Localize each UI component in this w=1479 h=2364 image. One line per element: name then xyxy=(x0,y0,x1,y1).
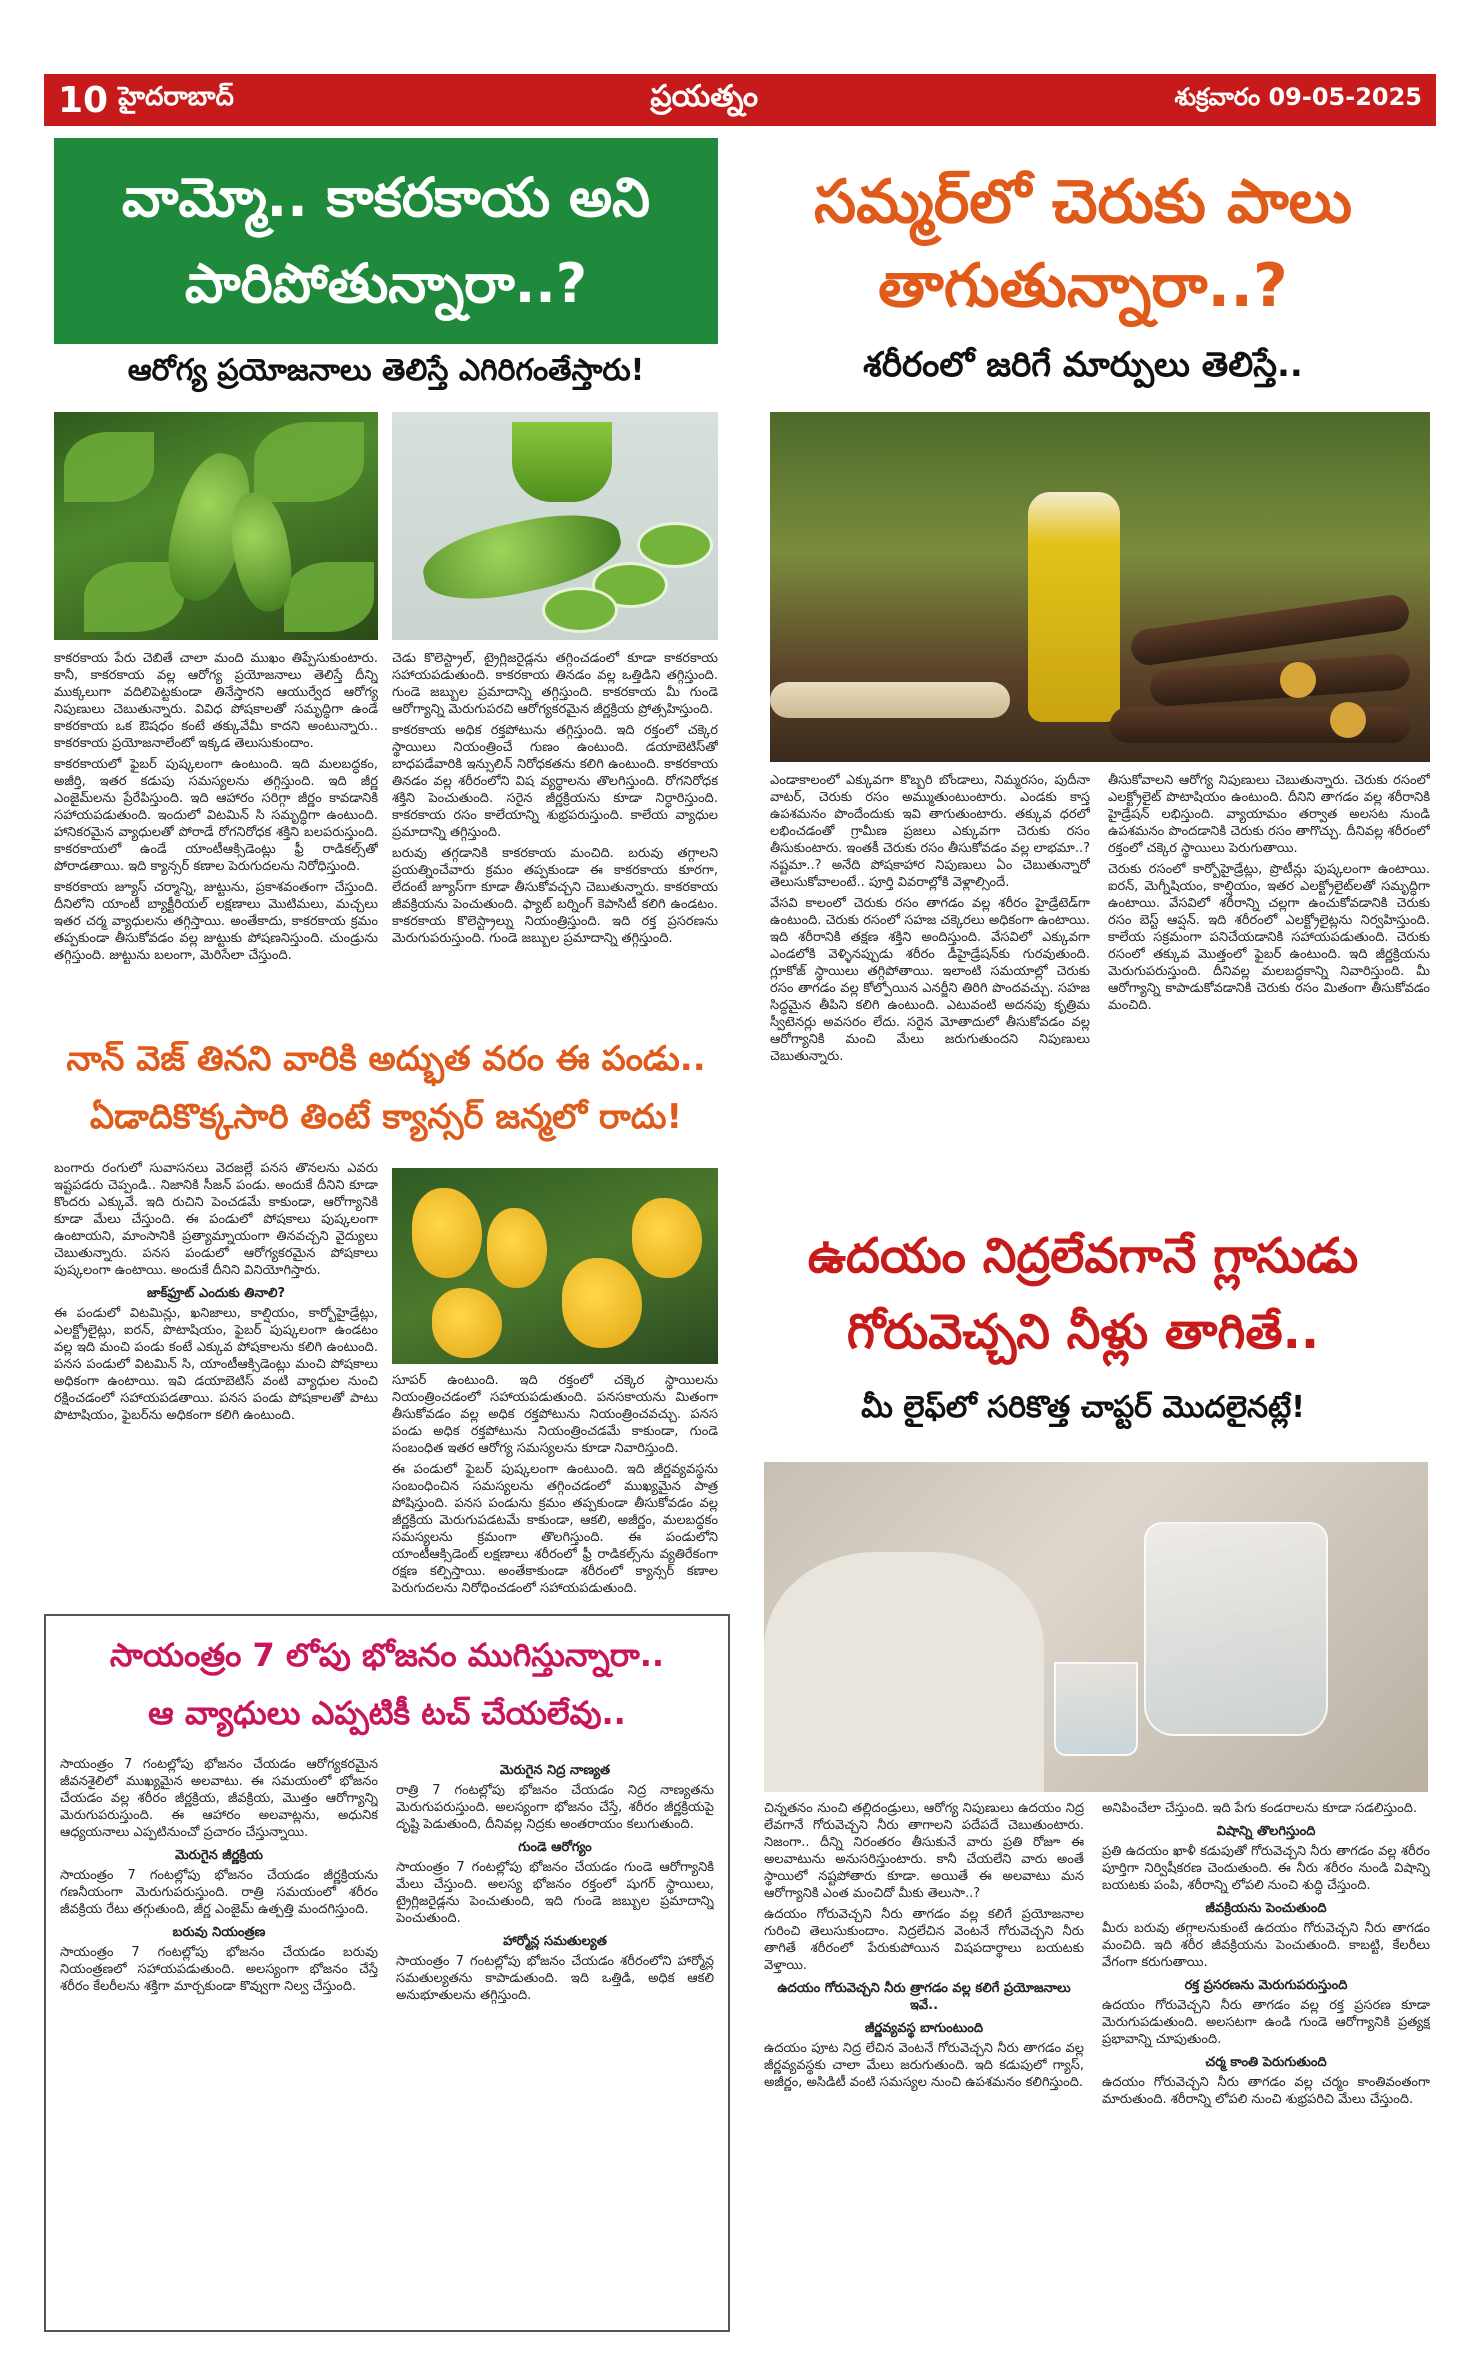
paragraph: చెడు కొలెస్ట్రాల్, ట్రైగ్లిజరైడ్లను తగ్గించడంలో కూడా కాకరకాయ సహాయపడుతుంది. కాకరకాయ తినడం వల్ల ఒత్తిడిని తగ్గిస్తుంది. గుండె జబ్బుల ప్రమాదాన్ని తగ్గిస్తుంది. కాకరకాయ మీ గుండె ఆరోగ్యాన్ని మెరుగుపరచి ఆరోగ్యకరమైన జీర్ణక్రియ ప్రోత్సహిస్తుంది. xyxy=(392,651,718,717)
paragraph: బరువు తగ్గడానికి కాకరకాయ మంచిది. బరువు తగ్గాలని ప్రయత్నించేవారు క్రమం తప్పకుండా ఈ కాకరకాయ కూరగా, లేదంటే జ్యూస్‌గా కూడా తీసుకోవచ్చని చెబుతున్నారు. కాకరకాయ జీవక్రియను పెంచుతుంది. ఫ్యాట్ బర్నింగ్ కెపాసిటీ కలిగి ఉండటం. కాకరకాయ కొలెస్ట్రాల్ను నియంత్రిస్తుంది. ఇది రక్త ప్రసరణను మెరుగుపరుస్తుంది. గుండె జబ్బుల ప్రమాదాన్ని తగ్గిస్తుంది. xyxy=(392,846,718,946)
paragraph: సాయంత్రం 7 గంటల్లోపు భోజనం చేయడం శరీరంలోని హార్మోన్ల సమతుల్యతను కాపాడుతుంది. ఇది ఒత్తిడి, అధిక ఆకలి అనుభూతులను తగ్గిస్తుంది. xyxy=(396,1954,714,2003)
paragraph: సూపర్ ఉంటుంది. ఇది రక్తంలో చక్కెర స్థాయిలను నియంత్రించడంలో సహాయపడుతుంది. పనసకాయను మితంగా తీసుకోవడం వల్ల అధిక రక్తపోటును నియంత్రించవచ్చు. పనస పండు అధిక రక్తపోటును నియంత్రించడమే కాకుండా, గుండె సంబంధిత ఇతర ఆరోగ్య సమస్యలను కూడా నివారిస్తుంది. xyxy=(392,1373,718,1456)
masthead-left xyxy=(58,80,234,121)
paragraph: ఉదయం పూట నిద్ర లేచిన వెంటనే గోరువెచ్చని నీరు తాగడం వల్ల జీర్ణవ్యవస్థకు చాలా మేలు జరుగుతుంది. ఇది కడుపులో గ్యాస్, అజీర్ణం, అసిడిటీ వంటి సమస్యల నుంచి ఉపశమనం కలిగిస్తుంది. xyxy=(764,2041,1084,2090)
paragraph: ఉదయం గోరువెచ్చని నీరు తాగడం వల్ల చర్మం కాంతివంతంగా మారుతుంది. శరీరాన్ని లోపలి నుంచి శుభ్రపరిచి మేలు చేస్తుంది. xyxy=(1102,2075,1430,2107)
paragraph: కాకరకాయ జ్యూస్ చర్మాన్ని, జుట్టును, ప్రకాశవంతంగా చేస్తుంది. దీనిలోని యాంటీ బ్యాక్టీరియల్ లక్షణాలు మొటిమలు, మచ్చలు ఇతర చర్మ వ్యాధులను తగ్గిస్తాయి. అంతేకాదు, కాకరకాయ క్రమం తప్పకుండా తీసుకోవడం వల్ల జుట్టుకు పోషణనిస్తుంది. చుండ్రును తగ్గిస్తుంది. జుట్టును బలంగా, మెరిసేలా చేస్తుంది. xyxy=(54,880,378,963)
jackfruit-headline xyxy=(54,1030,718,1150)
sugarcane-column-1 xyxy=(770,772,1090,1192)
jackfruit-headline-line2: ఏడాదికొక్కసారి తింటే క్యాన్సర్ జన్మలో రాదు! xyxy=(89,1097,683,1137)
paragraph: ఎండాకాలంలో ఎక్కువగా కొబ్బరి బోండాలు, నిమ్మరసం, పుదీనా వాటర్, చెరుకు రసం అమ్ముతుంటుంటారు. ఎండకు కాస్త ఉపశమనం పొందేందుకు ఇవి తాగుతుంటారు. తక్కువ ధరలో లభించడంతో గ్రామీణ ప్రజలు ఎక్కువగా చెరుకు రసం తీసుకుంటారు. ఇంతకీ చెరుకు రసం తీసుకోవడం వల్ల లాభమా..? నష్టమా..? అనేది పోషకాహార నిపుణులు ఏం చెబుతున్నారో తెలుసుకోవాలంటే.. పూర్తి వివరాల్లోకి వెళ్లాల్సిందే. xyxy=(770,773,1090,890)
paragraph: అనిపించేలా చేస్తుంది. ఇది పేగు కండరాలను కూడా సడలిస్తుంది. xyxy=(1102,1801,1418,1816)
bitter-gourd-column-2 xyxy=(392,650,718,1025)
warm-water-subheading: జీవక్రియను పెంచుతుంది xyxy=(1205,1901,1327,1916)
warm-water-headline-line1: ఉదయం నిద్రలేవగానే గ్లాసుడు xyxy=(807,1228,1359,1284)
issue-date: శుక్రవారం 09-05-2025 xyxy=(1174,83,1422,111)
dinner-subheading: బరువు నియంత్రణ xyxy=(172,1925,266,1940)
warm-water-column-1 xyxy=(764,1800,1084,2340)
dinner-headline-line2: ఆ వ్యాధులు ఎప్పటికీ టచ్ చేయలేవు.. xyxy=(148,1694,626,1732)
paragraph: ఉదయం గోరువెచ్చని నీరు తాగడం వల్ల కలిగే ప్రయోజనాల గురించి తెలుసుకుందాం. నిద్రలేచిన వెంటనే గోరువెచ్చని నీరు తాగితే శరీరంలో పేరుకుపోయిన విషపదార్థాలు బయటకు వెళ్తాయి. xyxy=(764,1907,1084,1973)
dinner-headline-line1: సాయంత్రం 7 లోపు భోజనం ముగిస్తున్నారా.. xyxy=(109,1636,665,1674)
jackfruit-headline-line1: నాన్ వెజ్ తినని వారికి అద్భుత వరం ఈ పండు.. xyxy=(66,1039,706,1079)
warm-water-headline xyxy=(738,1218,1428,1418)
city-name: హైదరాబాద్ xyxy=(118,82,234,112)
bitter-gourd-headline-line1: వామ్మో.. కాకరకాయ అని xyxy=(121,166,651,229)
dinner-subheading: మెరుగైన జీర్ణక్రియ xyxy=(175,1848,263,1863)
paragraph: ఈ పండులో విటమిన్లు, ఖనిజాలు, కాల్షియం, కార్బోహైడ్రేట్లు, ఎలక్ట్రోలైట్లు, ఐరన్, పొటాషియం, ఫైబర్ పుష్కలంగా ఉండటం వల్ల ఇది మంచి పండు కంటే ఎక్కువ పోషకాలను కలిగి ఉంటుంది. పనస పండులో విటమిన్ సి, యాంటీఆక్సిడెంట్లు మంచి పోషకాలు అధికంగా ఉంటాయి. ఇవి డయాబెటిస్ వంటి వ్యాధుల నుంచి రక్షించడంలో సహాయపడతాయి. పనస పండు పోషకాలతో పాటు పొటాషియం, ఫైబర్‌ను అధికంగా కలిగి ఉంటుంది. xyxy=(54,1306,378,1423)
bitter-gourd-headline-line2: పారిపోతున్నారా..? xyxy=(184,252,588,315)
warm-water-headline-line2: గోరువెచ్చని నీళ్లు తాగితే.. xyxy=(846,1304,1320,1360)
warm-water-subheading: ఉదయం గోరువెచ్చని నీరు త్రాగడం వల్ల కలిగే ప్రయోజనాలు ఇవే.. xyxy=(777,1981,1071,2013)
paragraph: వేసవి కాలంలో చెరుకు రసం తాగడం వల్ల శరీరం హైడ్రేటెడ్‌గా ఉంటుంది. చెరుకు రసంలో సహజ చక్కెరలు అధికంగా ఉంటాయి. ఇది శరీరానికి తక్షణ శక్తిని అందిస్తుంది. వేసవిలో ఎక్కువగా ఎండలోకి వెళ్ళినప్పుడు శరీరం డీహైడ్రేషన్‌కు గురవుతుంది. గ్లూకోజ్ స్థాయిలు తగ్గిపోతాయి. ఇలాంటి సమయాల్లో చెరుకు రసం తాగడం వల్ల కోల్పోయిన ఎనర్జీని తిరిగి పొందవచ్చు. సహజ సిద్ధమైన తీపిని కలిగి ఉంటుంది. ఎటువంటి అదనపు కృత్రిమ స్వీటెనర్లు అవసరం లేదు. సరైన మోతాదులో తీసుకోవడం వల్ల ఆరోగ్యానికి మంచి మేలు జరుగుతుందని నిపుణులు చెబుతున్నారు. xyxy=(770,896,1090,1064)
jackfruit-subheading: జాక్‌ఫ్రూట్ ఎందుకు తినాలి? xyxy=(146,1286,286,1301)
paragraph: కాకరకాయ పేరు చెబితే చాలా మంది ముఖం తిప్పేసుకుంటారు. కానీ, కాకరకాయ వల్ల ఆరోగ్య ప్రయోజనాలు తెలిస్తే దీన్ని ముక్కలుగా వదిలిపెట్టకుండా తినేస్తారని ఆయుర్వేద ఆరోగ్య నిపుణులు చెబుతున్నారు. వివిధ పోషకాలతో సమృద్ధిగా ఉండే కాకరకాయ ఒక ఔషధం కంటే తక్కువేమీ కాదని అంటున్నారు.. కాకరకాయ ప్రయోజనాలేంటో ఇక్కడ తెలుసుకుందాం. xyxy=(54,651,378,751)
jackfruit-photo xyxy=(392,1168,718,1364)
warm-water-subheading: రక్త ప్రసరణను మెరుగుపరుస్తుంది xyxy=(1184,1978,1348,1993)
paragraph: కాకరకాయ అధిక రక్తపోటును తగ్గిస్తుంది. ఇది రక్తంలో చక్కెర స్థాయిలు నియంత్రించే గుణం ఉంటుంది. డయాబెటిస్‌తో బాధపడేవారికి ఇన్సులిన్ నిరోధకతను కలిగి ఉంటుంది. కాకరకాయ తినడం వల్ల శరీరంలోని విష వ్యర్థాలను తొలగిస్తుంది. రోగనిరోధక శక్తిని పెంచుతుంది. సరైన జీర్ణక్రియను కూడా నిర్ధారిస్తుంది. కాకరకాయ రసం కాలేయాన్ని శుభ్రపరుస్తుంది. కాలేయ వ్యాధుల ప్రమాదాన్ని తగ్గిస్తుంది. xyxy=(392,723,718,840)
paragraph: బంగారు రంగులో సువాసనలు వెదజల్లే పనస తొనలను ఎవరు ఇష్టపడరు చెప్పండి.. నిజానికి సీజన్ పండు. అందుకే దీనిని కూడా కొందరు ఎక్కువే. ఇది రుచిని పెంచడమే కాకుండా, ఆరోగ్యానికి కూడా మేలు చేస్తుంది. ఈ పండులో పోషకాలు పుష్కలంగా ఉంటాయని, మాంసానికి ప్రత్యామ్నాయంగా తినవచ్చని వైద్యులు చెబుతున్నారు. పనస పండులో ఆరోగ్యకరమైన పోషకాలు పుష్కలంగా ఉంటాయి. అందుకే దీనిని వినియోగిస్తారు. xyxy=(54,1161,378,1278)
sugarcane-headline-line2: తాగుతున్నారా..? xyxy=(878,251,1288,321)
paragraph: ఉదయం గోరువెచ్చని నీరు తాగడం వల్ల రక్త ప్రసరణ కూడా మెరుగుపడుతుంది. అలసటగా ఉండి గుండె ఆరోగ్యానికి ప్రత్యక్ష ప్రభావాన్ని చూపుతుంది. xyxy=(1102,1998,1430,2047)
warm-water-subhead: మీ లైఫ్‌లో సరికొత్త చాప్టర్ మొదలైనట్లే! xyxy=(861,1390,1305,1425)
paragraph: సాయంత్రం 7 గంటల్లోపు భోజనం చేయడం బరువు నియంత్రణలో సహాయపడుతుంది. అలస్యంగా భోజనం చేస్తే శరీరం కేలరీలను శక్తిగా మార్చకుండా కొవ్వుగా నిల్వ చేస్తుంది. xyxy=(60,1945,378,1994)
dinner-subheading: గుండె ఆరోగ్యం xyxy=(518,1840,592,1855)
dinner-subheading: హార్మోన్ల సమతుల్యత xyxy=(503,1934,607,1949)
bitter-gourd-vine-photo xyxy=(54,412,378,640)
sugarcane-headline xyxy=(738,160,1428,330)
warm-water-subheading: చర్మ కాంతి పెరుగుతుంది xyxy=(1205,2055,1327,2070)
bitter-gourd-column-1 xyxy=(54,650,378,1025)
paragraph: తీసుకోవాలని ఆరోగ్య నిపుణులు చెబుతున్నారు. చెరుకు రసంలో ఎలక్ట్రోలైట్ పొటాషియం ఉంటుంది. దీనిని తాగడం వల్ల శరీరానికి హైడ్రేషన్ లభిస్తుంది. వ్యాయామం తర్వాత అలసట నుండి ఉపశమనం పొందడానికి చెరుకు రసం తాగొచ్చు. దీనివల్ల శరీరంలో రక్తంలో చక్కెర స్థాయిలు పెరుగుతాయి. xyxy=(1108,773,1430,856)
bitter-gourd-subhead: ఆరోగ్య ప్రయోజనాలు తెలిస్తే ఎగిరిగంతేస్తారు! xyxy=(127,353,645,388)
dinner-column-2 xyxy=(396,1756,714,2322)
sugarcane-subhead: శరీరంలో జరిగే మార్పులు తెలిస్తే.. xyxy=(863,345,1303,385)
paragraph: చెరుకు రసంలో కార్బోహైడ్రేట్లు, ప్రొటీన్లు పుష్కలంగా ఉంటాయి. ఐరన్, మెగ్నీషియం, కాల్షియం, ఇతర ఎలక్ట్రోలైట్‌లతో సమృద్ధిగా ఉంటాయి. వేసవిలో శరీరాన్ని చల్లగా ఉంచుకోవడానికి చెరుకు రసం బెస్ట్ ఆప్షన్. ఇది శరీరంలో ఎలక్ట్రోలైట్లను నిర్వహిస్తుంది. కాలేయ సక్రమంగా పనిచేయడానికి సహాయపడుతుంది. చెరుకు రసంలో తక్కువ మొత్తంలో ఫైబర్ ఉంటుంది. ఇది జీర్ణక్రియను మెరుగుపరుస్తుంది. దీనివల్ల మలబద్ధకాన్ని నివారిస్తుంది. మీ ఆరోగ్యాన్ని కాపాడుకోవడానికి చెరుకు రసం మితంగా తీసుకోవడం మంచిది. xyxy=(1108,862,1430,1013)
paragraph: సాయంత్రం 7 గంటల్లోపు భోజనం చేయడం గుండె ఆరోగ్యానికి మేలు చేస్తుంది. అలస్య భోజనం రక్తంలో షుగర్ స్థాయిలు, ట్రైగ్లిజరైడ్లను పెంచుతుంది, ఇది గుండె జబ్బుల ప్రమాదాన్ని పెంచుతుంది. xyxy=(396,1860,714,1926)
paragraph: చిన్నతనం నుంచి తల్లిదండ్రులు, ఆరోగ్య నిపుణులు ఉదయం నిద్ర లేవగానే గోరువెచ్చని నీరు తాగాలని పదేపదే చెబుతుంటారు. నిజంగా.. దీన్ని నిరంతరం తీసుకునే వారు ప్రతి రోజూ ఈ అలవాటును అనుసరిస్తుంటారు. కానీ చేయలేని వారు అంతే స్థాయిలో నష్టపోతారు కూడా. అయితే ఈ అలవాటు మన ఆరోగ్యానికి ఎంత మంచిదో మీకు తెలుసా..? xyxy=(764,1801,1084,1901)
warm-water-column-2 xyxy=(1102,1800,1430,2340)
sugarcane-juice-photo xyxy=(770,412,1430,762)
dinner-column-1 xyxy=(60,1756,378,2322)
bitter-gourd-juice-photo xyxy=(392,412,718,640)
paragraph: కాకరకాయలో ఫైబర్ పుష్కలంగా ఉంటుంది. ఇది మలబద్ధకం, అజీర్తి, ఇతర కడుపు సమస్యలను తగ్గిస్తుంది. ఇది జీర్ణ ఎంజైమ్‌లను ప్రేరేపిస్తుంది. ఇది ఆహారం సరిగ్గా జీర్ణం కావడానికి సహాయపడుతుంది. ఇందులో విటమిన్ సి సమృద్ధిగా ఉంటుంది. హానికరమైన వ్యాధులతో పోరాడే రోగనిరోధక శక్తిని బలపరుస్తుంది. కాకరకాయలో ఉండే యాంటీఆక్సిడెంట్లు ఫ్రీ రాడికల్స్‌తో పోరాడతాయి. ఇది క్యాన్సర్ కణాల పెరుగుదలను నిరోధిస్తుంది. xyxy=(54,757,378,874)
masthead xyxy=(44,74,1436,126)
paragraph: సాయంత్రం 7 గంటల్లోపు భోజనం చేయడం జీర్ణక్రియను గణనీయంగా మెరుగుపరుస్తుంది. రాత్రి సమయంలో శరీరం జీవక్రియ రేటు తగ్గుతుంది, జీర్ణ ఎంజైమ్‌ ఉత్పత్తి మందగిస్తుంది. xyxy=(60,1868,378,1917)
paragraph: ప్రతి ఉదయం ఖాళీ కడుపుతో గోరువెచ్చని నీరు తాగడం వల్ల శరీరం పూర్తిగా నిర్విషీకరణ చెందుతుంది. ఈ నీరు శరీరం నుండి విషాన్ని బయటకు పంపి, శరీరాన్ని లోపలి నుంచి శుద్ధి చేస్తుంది. xyxy=(1102,1844,1430,1893)
paragraph: రాత్రి 7 గంటల్లోపు భోజనం చేయడం నిద్ర నాణ్యతను మెరుగుపరుస్తుంది. అలస్యంగా భోజనం చేస్తే, శరీరం జీర్ణక్రియపై దృష్టి పెడుతుంది, దీనివల్ల నిద్రకు అంతరాయం కలుగుతుంది. xyxy=(396,1783,714,1832)
paragraph: ఈ పండులో ఫైబర్ పుష్కలంగా ఉంటుంది. ఇది జీర్ణవ్యవస్థను సంబంధించిన సమస్యలను తగ్గించడంలో ముఖ్యమైన పాత్ర పోషిస్తుంది. పనస పండును క్రమం తప్పకుండా తీసుకోవడం వల్ల జీర్ణక్రియ మెరుగుపడటమే కాకుండా, ఆకలి, అజీర్ణం, మలబద్ధకం సమస్యలను క్రమంగా తొలగిస్తుంది. ఈ పండులోని యాంటీఆక్సిడెంట్ లక్షణాలు శరీరంలో ఫ్రీ రాడికల్స్‌ను వ్యతిరేకంగా రక్షణ కల్పిస్తాయి. అంతేకాకుండా శరీరంలో క్యాన్సర్ కణాల పెరుగుదలను నిరోధించడంలో సహాయపడుతుంది. xyxy=(392,1462,718,1596)
sugarcane-headline-line1: సమ్మర్‌లో చెరుకు పాలు xyxy=(814,167,1352,237)
paragraph: మీరు బరువు తగ్గాలనుకుంటే ఉదయం గోరువెచ్చని నీరు తాగడం మంచిది. ఇది శరీర జీవక్రియను పెంచుతుంది. కాబట్టి, కేలరీలు వేగంగా కరుగుతాయి. xyxy=(1102,1921,1430,1970)
warm-water-subheading: జీర్ణవ్యవస్థ బాగుంటుంది xyxy=(864,2021,984,2036)
dinner-headline xyxy=(60,1626,714,1746)
page-number: 10 xyxy=(58,79,109,121)
newspaper-title: ప్రయత్నం xyxy=(650,79,759,114)
bitter-gourd-headline xyxy=(54,138,718,344)
jackfruit-column-1 xyxy=(54,1160,378,1600)
jackfruit-column-2 xyxy=(392,1372,718,1600)
dinner-subheading: మెరుగైన నిద్ర నాణ్యత xyxy=(499,1763,611,1778)
paragraph: సాయంత్రం 7 గంటల్లోపు భోజనం చేయడం ఆరోగ్యకరమైన జీవనశైలిలో ముఖ్యమైన అలవాటు. ఈ సమయంలో భోజనం చేయడం వల్ల శరీరం జీర్ణక్రియ, జీవక్రియ, మొత్తం ఆరోగ్యాన్ని మెరుగుపరుస్తుంది. ఈ ఆహారం అలవాట్లను, అధునిక ఆధ్యయనాలు ఎప్పటినుంచో ప్రచారం చేస్తున్నాయి. xyxy=(60,1757,378,1840)
sugarcane-column-2 xyxy=(1108,772,1430,1192)
warm-water-photo xyxy=(764,1462,1428,1792)
warm-water-subheading: విషాన్ని తొలగిస్తుంది xyxy=(1216,1824,1316,1839)
